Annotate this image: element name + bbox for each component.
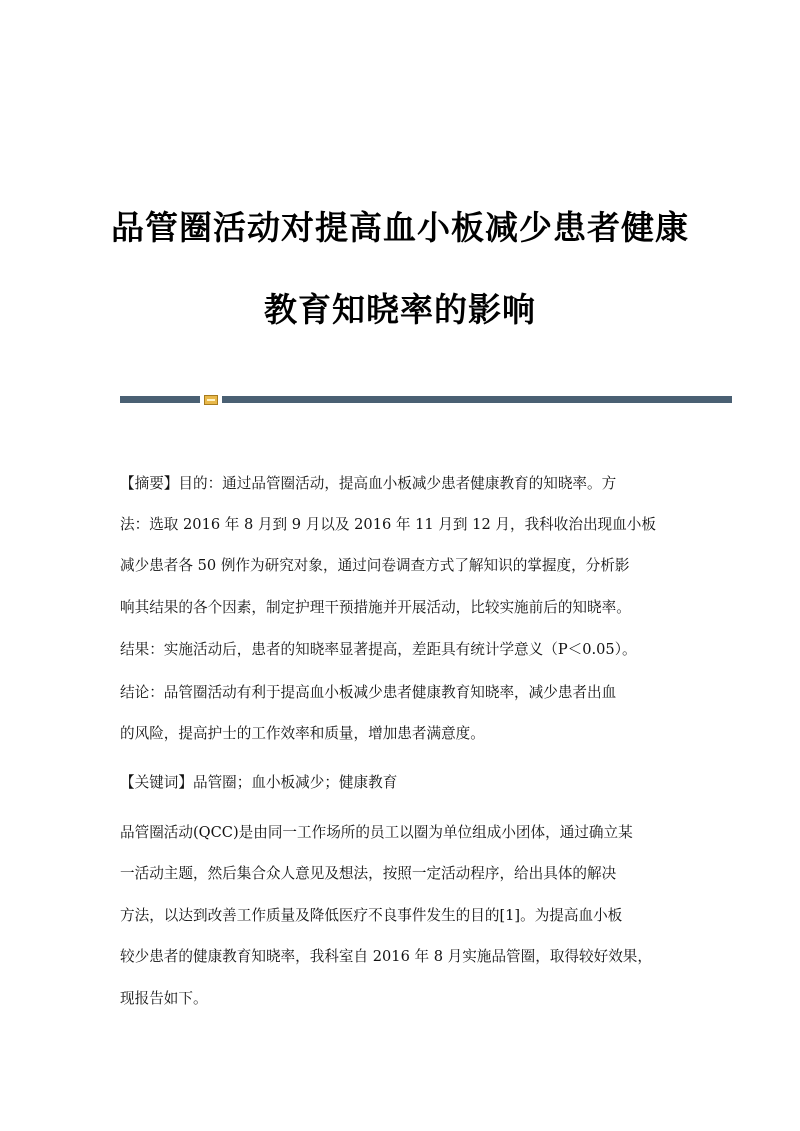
title-divider [120, 396, 732, 404]
abstract-line: 响其结果的各个因素，制定护理干预措施并开展活动，比较实施前后的知晓率。 [120, 599, 631, 616]
divider-ornament-icon [204, 395, 218, 405]
intro-line: 品管圈活动(QCC)是由同一工作场所的员工以圈为单位组成小团体，通过确立某 [120, 824, 633, 841]
document-title-line-1: 品管圈活动对提高血小板减少患者健康 [111, 208, 689, 248]
intro-line: 方法，以达到改善工作质量及降低医疗不良事件发生的目的[1]。为提高血小板 [120, 907, 623, 924]
abstract-line: 法：选取 2016 年 8 月到 9 月以及 2016 年 11 月到 12 月，我科收治出现血小板 [120, 516, 656, 533]
divider-bar-left [120, 396, 200, 403]
abstract-line: 结论：品管圈活动有利于提高血小板减少患者健康教育知晓率，减少患者出血 [120, 684, 617, 701]
abstract-line: 的风险，提高护士的工作效率和质量，增加患者满意度。 [120, 725, 485, 742]
abstract-line: 减少患者各 50 例作为研究对象，通过问卷调查方式了解知识的掌握度，分析影 [120, 557, 630, 574]
abstract-line: 【摘要】目的：通过品管圈活动，提高血小板减少患者健康教育的知晓率。方 [120, 475, 617, 492]
keywords-line: 【关键词】品管圈；血小板减少；健康教育 [120, 774, 398, 791]
intro-line: 现报告如下。 [120, 990, 208, 1007]
document-title-line-2: 教育知晓率的影响 [264, 290, 536, 330]
abstract-line: 结果：实施活动后，患者的知晓率显著提高，差距具有统计学意义（P＜0.05）。 [120, 641, 637, 658]
divider-bar-right [222, 396, 732, 403]
intro-line: 较少患者的健康教育知晓率，我科室自 2016 年 8 月实施品管圈，取得较好效果， [120, 948, 652, 965]
intro-line: 一活动主题，然后集合众人意见及想法，按照一定活动程序，给出具体的解决 [120, 865, 617, 882]
